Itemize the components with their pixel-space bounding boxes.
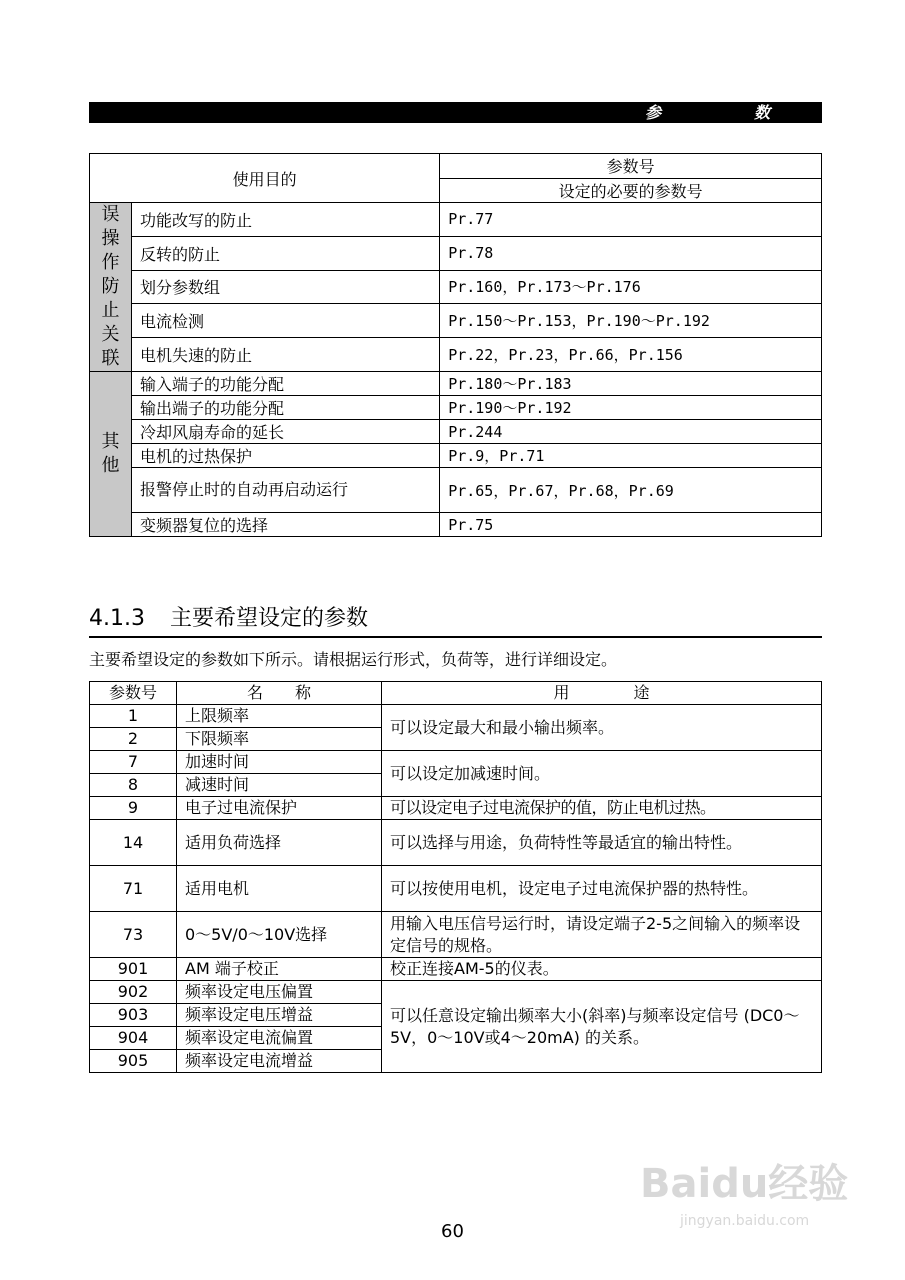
watermark-url: jingyan.baidu.com (680, 1213, 810, 1229)
param-num: 902 (90, 981, 177, 1004)
purpose-cell: 电机的过热保护 (132, 444, 440, 468)
params-cell: Pr.150～Pr.153，Pr.190～Pr.192 (440, 304, 822, 338)
param-name: 频率设定电压增益 (177, 1004, 382, 1027)
param-name: 适用电机 (177, 866, 382, 912)
section-title: 主要希望设定的参数 (169, 606, 368, 631)
purpose-cell: 反转的防止 (132, 236, 440, 270)
param-use: 可以设定最大和最小输出频率。 (382, 705, 822, 751)
param-name: AM 端子校正 (177, 958, 382, 981)
col-head-num: 参数号 (90, 682, 177, 705)
purpose-cell: 划分参数组 (132, 270, 440, 304)
section-heading (89, 604, 822, 638)
intro-text: 主要希望设定的参数如下所示。请根据运行形式，负荷等，进行详细设定。 (89, 650, 618, 669)
param-name: 电子过电流保护 (177, 797, 382, 820)
group-label-misoperation: 误 操 作 防 止 关 联 (90, 203, 132, 372)
param-num: 73 (90, 912, 177, 958)
param-name: 适用负荷选择 (177, 820, 382, 866)
params-cell: Pr.180～Pr.183 (440, 372, 822, 396)
param-name: 频率设定电流偏置 (177, 1027, 382, 1050)
purpose-cell: 冷却风扇寿命的延长 (132, 420, 440, 444)
param-num: 9 (90, 797, 177, 820)
param-name: 减速时间 (177, 774, 382, 797)
params-cell: Pr.244 (440, 420, 822, 444)
param-use: 校正连接AM-5的仪表。 (382, 958, 822, 981)
purpose-cell: 电机失速的防止 (132, 338, 440, 372)
param-use: 用输入电压信号运行时，请设定端子2-5之间输入的频率设定信号的规格。 (382, 912, 822, 958)
params-cell: Pr.160，Pr.173～Pr.176 (440, 270, 822, 304)
param-num: 71 (90, 866, 177, 912)
param-num: 901 (90, 958, 177, 981)
col-head-param-sub: 设定的必要的参数号 (440, 178, 822, 203)
purpose-parameter-table (89, 153, 822, 537)
main-parameters-table (89, 681, 822, 1073)
params-cell: Pr.65，Pr.67，Pr.68，Pr.69 (440, 468, 822, 513)
watermark-logo: Baidu经验 (640, 1161, 849, 1207)
param-num: 1 (90, 705, 177, 728)
param-name: 频率设定电流增益 (177, 1050, 382, 1073)
param-use: 可以选择与用途，负荷特性等最适宜的输出特性。 (382, 820, 822, 866)
param-name: 下限频率 (177, 728, 382, 751)
param-num: 905 (90, 1050, 177, 1073)
param-use: 可以任意设定输出频率大小(斜率)与频率设定信号 (DC0～5V，0～10V或4～20mA) 的关系。 (382, 981, 822, 1073)
purpose-cell: 电流检测 (132, 304, 440, 338)
param-use: 可以设定电子过电流保护的值，防止电机过热。 (382, 797, 822, 820)
params-cell: Pr.190～Pr.192 (440, 396, 822, 420)
section-number: 4.1.3 (89, 606, 145, 631)
purpose-cell: 输入端子的功能分配 (132, 372, 440, 396)
header-bar (89, 102, 822, 123)
param-name: 0～5V/0～10V选择 (177, 912, 382, 958)
param-num: 8 (90, 774, 177, 797)
col-head-use: 用 途 (382, 682, 822, 705)
col-head-purpose: 使用目的 (90, 154, 440, 203)
params-cell: Pr.75 (440, 513, 822, 537)
param-use: 可以设定加减速时间。 (382, 751, 822, 797)
params-cell: Pr.9，Pr.71 (440, 444, 822, 468)
purpose-cell: 功能改写的防止 (132, 203, 440, 237)
param-num: 7 (90, 751, 177, 774)
purpose-cell: 变频器复位的选择 (132, 513, 440, 537)
col-head-name: 名 称 (177, 682, 382, 705)
header-right: 数 (754, 103, 771, 122)
params-cell: Pr.77 (440, 203, 822, 237)
param-num: 903 (90, 1004, 177, 1027)
params-cell: Pr.78 (440, 236, 822, 270)
param-num: 14 (90, 820, 177, 866)
col-head-param: 参数号 (440, 154, 822, 179)
params-cell: Pr.22，Pr.23，Pr.66，Pr.156 (440, 338, 822, 372)
param-num: 904 (90, 1027, 177, 1050)
purpose-cell: 报警停止时的自动再启动运行 (132, 468, 440, 513)
param-num: 2 (90, 728, 177, 751)
param-name: 频率设定电压偏置 (177, 981, 382, 1004)
group-label-other: 其 他 (90, 372, 132, 537)
param-use: 可以按使用电机，设定电子过电流保护器的热特性。 (382, 866, 822, 912)
param-name: 加速时间 (177, 751, 382, 774)
header-left: 参 (645, 103, 662, 122)
purpose-cell: 输出端子的功能分配 (132, 396, 440, 420)
param-name: 上限频率 (177, 705, 382, 728)
page-number: 60 (441, 1221, 464, 1242)
